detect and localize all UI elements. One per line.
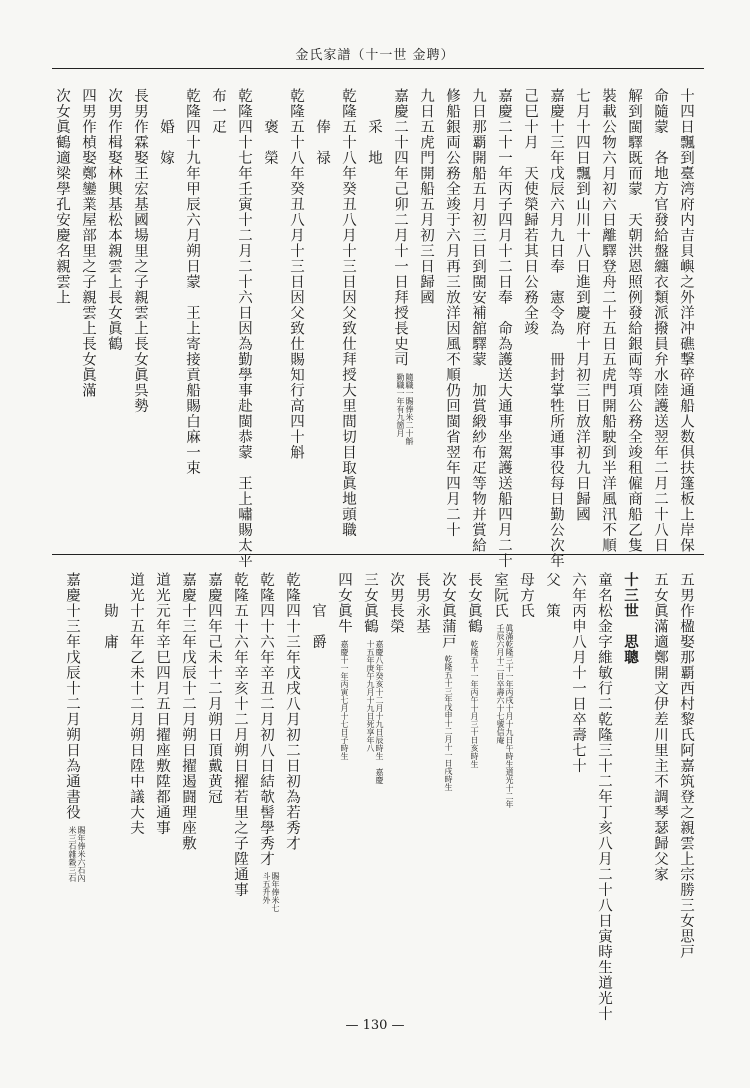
text-column: 長男作霖娶王宏基國場里之子親雲上長女眞呉勢 [132,88,148,414]
page-header: 金氏家譜（十一世 金聘） [295,48,455,63]
text-column-main: 乾隆四十六年辛丑二月初八日結欹髻學秀才 [258,572,274,867]
page-number: — 130 — [345,1018,405,1033]
text-column [438,572,458,855]
text-column: 次男作楫娶林興基松本親雲上長女眞鶴 [106,88,122,352]
text-column: 乾隆五十八年癸丑八月十三日因父致仕賜知行高四十斛 [288,88,304,460]
text-column: 十四日飄到臺湾府内吉貝嶼之外洋冲礁撃碎通船人数俱扶篷板上岸保 [678,88,694,553]
annotation-note: 賜年俸米七斗五升外 [262,872,280,913]
text-column: 乾隆四十三年戊戌八月初二日初為若秀才 [284,572,300,851]
text-column: 四男作楨娶鄭鑾業屋部里之子親雲上長女眞滿 [80,88,96,398]
text-column-main: 長女眞鶴 [466,572,482,634]
text-column: 乾隆四十九年甲辰六月朔日蒙 王上寄接貢船賜白麻一束 [184,88,200,476]
header-rule [52,68,704,69]
annotation-note: 嘉慶八年癸亥十二月十九日辰時生 嘉慶十五年庚午九月十九日死享年八 [366,639,384,784]
text-column: 嘉慶十三年戊辰六月九日奉 憲令為 冊封掌牲所通事役每日勤公次年 [548,88,564,569]
text-column: 道光十五年乙未十二月朔日陞中議大夫 [128,572,144,836]
text-column: 嘉慶二十一年丙子四月十二日奉 命為護送大通事坐駕護送船四月二十 [496,88,512,569]
text-column [390,88,414,445]
text-column: 解到閩驛既而蒙 天朝洪恩照例發給銀両等項公務全竣租僱商船乙隻 [626,88,642,553]
text-column [62,572,86,896]
text-column-main: 三女眞鶴 [362,572,378,634]
text-column [464,572,484,820]
annotation-note: 隨職一賜俸米二十斛 勤職一年有九箇月 [396,372,414,445]
text-column [490,572,514,814]
annotation-note: 乾隆五十三年戊申十二月十一日戌時生 [444,655,453,792]
text-column: 命隨蒙 各地方官發給盤纏衣類派撥員弁水陸護送翌年二月二十八日 [652,88,668,553]
text-column: 母方氏 [518,572,534,619]
section-heading: 勛 庸 [102,572,118,650]
section-divider [52,554,704,555]
annotation-note: 賜年俸米六石內 米三石雜穀三石 [68,825,86,890]
text-column: 次女眞鶴適梁學孔安慶名親雲上 [54,88,70,305]
text-column-main: 嘉慶二十四年己卯二月十一日拜授長史司 [392,88,408,367]
text-column: 五男作楹娶那覇西村黎氏阿嘉筑登之親雲上宗勝三女思戸 [678,572,694,960]
section-heading: 婚 嫁 [158,88,174,166]
section-heading: 俸 禄 [314,88,330,166]
text-column: 布一疋 [210,88,226,135]
text-column: 父 策 [544,572,560,619]
text-column-main: 次女眞蒲戸 [440,572,456,650]
text-column: 七月十四日飄到山川十八日進到慶府十月初三日放洋初九日歸國 [574,88,590,522]
text-column: 道光元年辛巳四月五日擢座敷陞都通事 [154,572,170,836]
text-column: 五女眞滿適鄭開文伊差川里主不調琴瑟歸父家 [652,572,668,882]
text-column: 九日那覇開船五月初三日到閩安補舘驛蒙 加賞緞紗布疋等物并賞給 [470,88,486,553]
text-column: 嘉慶四年己未十二月朔日頂戴黄冠 [206,572,222,805]
text-column: 乾隆五十六年辛亥十二月朔日擢若里之子陞通事 [232,572,248,898]
annotation-note: 眞滿乾隆三十一年丙戌十月十九日午時生道光十二年壬辰六月十二日卒壽六十七號信庵 [496,624,514,809]
text-column-main: 嘉慶十三年戊辰十二月朔日為通書役 [64,572,80,820]
text-column: 裝載公物六月初六日離驛登舟二十五日五虎門開船駛到半洋風汛不順 [600,88,616,553]
text-column: 次男長榮 [388,572,404,634]
generation-heading: 十三世 思聰 [622,572,638,665]
annotation-note: 乾隆五十一年丙午十月三十日亥時生 [470,639,479,768]
text-column: 六年丙申八月十一日卒壽七十 [570,572,586,774]
text-column: 童名松金字維敏行二乾隆三十二年丁亥八月二十八日寅時生道光十 [596,572,612,1022]
text-column [360,572,384,790]
annotation-note: 嘉慶十一年丙寅七月十七日子時生 [340,639,349,760]
text-column [334,572,354,790]
section-heading: 采 地 [366,88,382,166]
text-column-main: 室阮氏 [492,572,508,619]
text-column: 嘉慶十三年戊辰十二月朔日擢遏闘理座敷 [180,572,196,851]
text-column: 長男永基 [414,572,430,634]
section-heading: 褒 榮 [262,88,278,166]
text-column [256,572,280,918]
text-column-main: 四女眞牛 [336,572,352,634]
section-heading: 官 爵 [310,572,326,650]
text-column: 己巳十月 天使榮歸若其日公務全竣 [522,88,538,336]
text-column: 乾隆五十八年癸丑八月十三日因父致仕拜授大里間切目取眞地頭職 [340,88,356,538]
text-column: 乾隆四十七年壬寅十二月二十六日因為勤學事赴閩恭蒙 王上嘯賜太平 [236,88,252,569]
text-column: 九日五虎門開船五月初三日歸國 [418,88,434,305]
text-column: 修船銀両公務全竣于六月再三放洋因風不順仍回閩省翌年四月二十 [444,88,460,538]
